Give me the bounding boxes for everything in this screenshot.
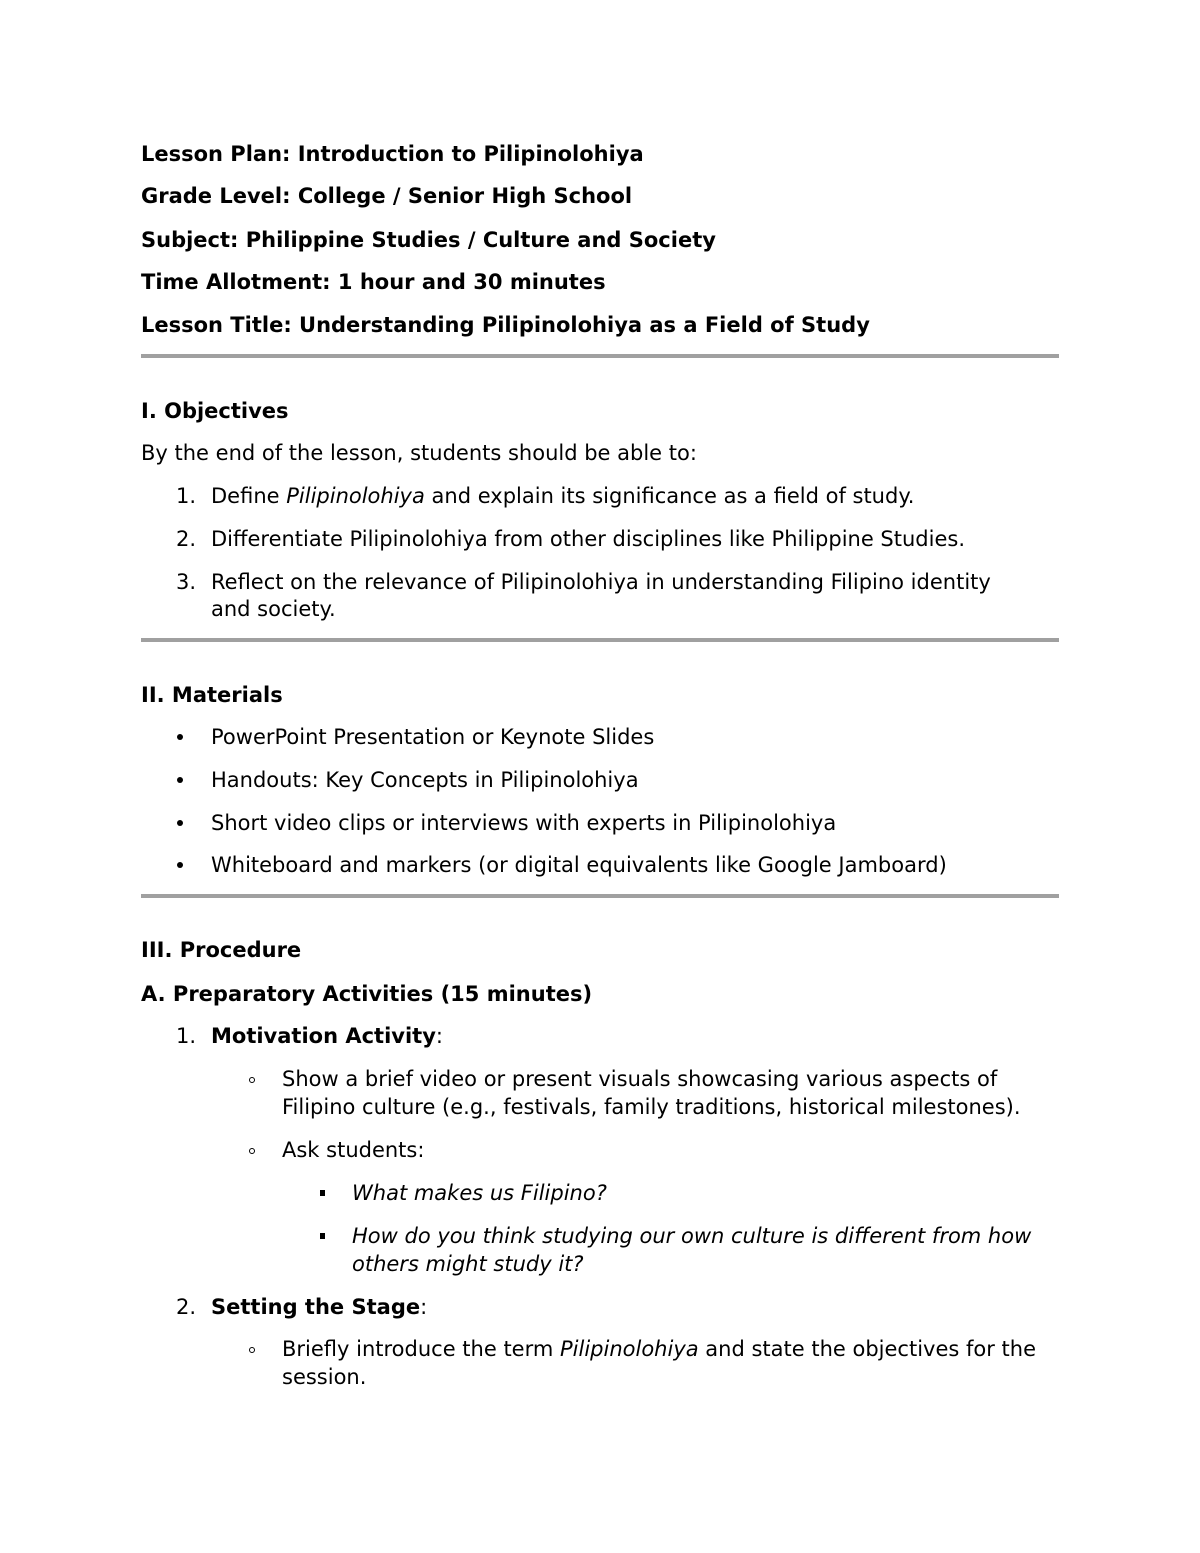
material-item: Short video clips or interviews with experts in Pilipinolohiya: [211, 811, 837, 835]
circle-bullet-icon: [249, 1148, 255, 1154]
procedure-heading: III. Procedure: [141, 938, 302, 962]
time-allotment-line: Time Allotment: 1 hour and 30 minutes: [141, 270, 606, 294]
sub-item-continuation: session.: [282, 1365, 367, 1389]
sub-item: Briefly introduce the term Pilipinolohiya and state the objectives for the: [282, 1337, 1037, 1361]
objectives-intro: By the end of the lesson, students should be able to:: [141, 441, 697, 465]
square-bullet-icon: [320, 1233, 325, 1239]
objective-item: Differentiate Pilipinolohiya from other disciplines like Philippine Studies.: [211, 527, 966, 551]
bullet-icon: [177, 862, 183, 868]
question-item: What makes us Filipino?: [352, 1181, 607, 1205]
lesson-title-line: Lesson Title: Understanding Pilipinolohiya as a Field of Study: [141, 313, 870, 337]
objective-number: 1.: [175, 484, 196, 508]
sub-item: Ask students:: [282, 1138, 425, 1162]
material-item: Whiteboard and markers (or digital equivalents like Google Jamboard): [211, 853, 947, 877]
bullet-icon: [177, 734, 183, 740]
circle-bullet-icon: [249, 1077, 255, 1083]
question-item-continuation: others might study it?: [352, 1252, 584, 1276]
objective-number: 2.: [175, 527, 196, 551]
objectives-heading: I. Objectives: [141, 399, 289, 423]
square-bullet-icon: [320, 1190, 325, 1196]
step-number: 1.: [175, 1024, 196, 1048]
material-item: Handouts: Key Concepts in Pilipinolohiya: [211, 768, 639, 792]
preparatory-activities-heading: A. Preparatory Activities (15 minutes): [141, 982, 593, 1006]
grade-level-line: Grade Level: College / Senior High School: [141, 184, 633, 208]
question-item: How do you think studying our own culture is different from how: [352, 1224, 1032, 1248]
bullet-icon: [177, 820, 183, 826]
subject-line: Subject: Philippine Studies / Culture and Society: [141, 228, 716, 252]
divider: [141, 638, 1059, 642]
step-number: 2.: [175, 1295, 196, 1319]
lesson-plan-line: Lesson Plan: Introduction to Pilipinolohiya: [141, 142, 644, 166]
pilipinolohiya-term: Pilipinolohiya: [286, 484, 425, 508]
objective-item: Define Pilipinolohiya and explain its significance as a field of study.: [211, 484, 915, 508]
objective-item: Reflect on the relevance of Pilipinolohiya in understanding Filipino identity: [211, 570, 991, 594]
motivation-activity-title: Motivation Activity:: [211, 1024, 443, 1048]
sub-item: Show a brief video or present visuals showcasing various aspects of: [282, 1067, 998, 1091]
divider: [141, 354, 1059, 358]
objective-item-continuation: and society.: [211, 597, 336, 621]
circle-bullet-icon: [249, 1347, 255, 1353]
material-item: PowerPoint Presentation or Keynote Slides: [211, 725, 655, 749]
pilipinolohiya-term: Pilipinolohiya: [560, 1337, 699, 1361]
materials-heading: II. Materials: [141, 683, 283, 707]
objective-number: 3.: [175, 570, 196, 594]
sub-item-continuation: Filipino culture (e.g., festivals, family traditions, historical milestones).: [282, 1095, 1021, 1119]
divider: [141, 894, 1059, 898]
setting-stage-title: Setting the Stage:: [211, 1295, 428, 1319]
bullet-icon: [177, 777, 183, 783]
